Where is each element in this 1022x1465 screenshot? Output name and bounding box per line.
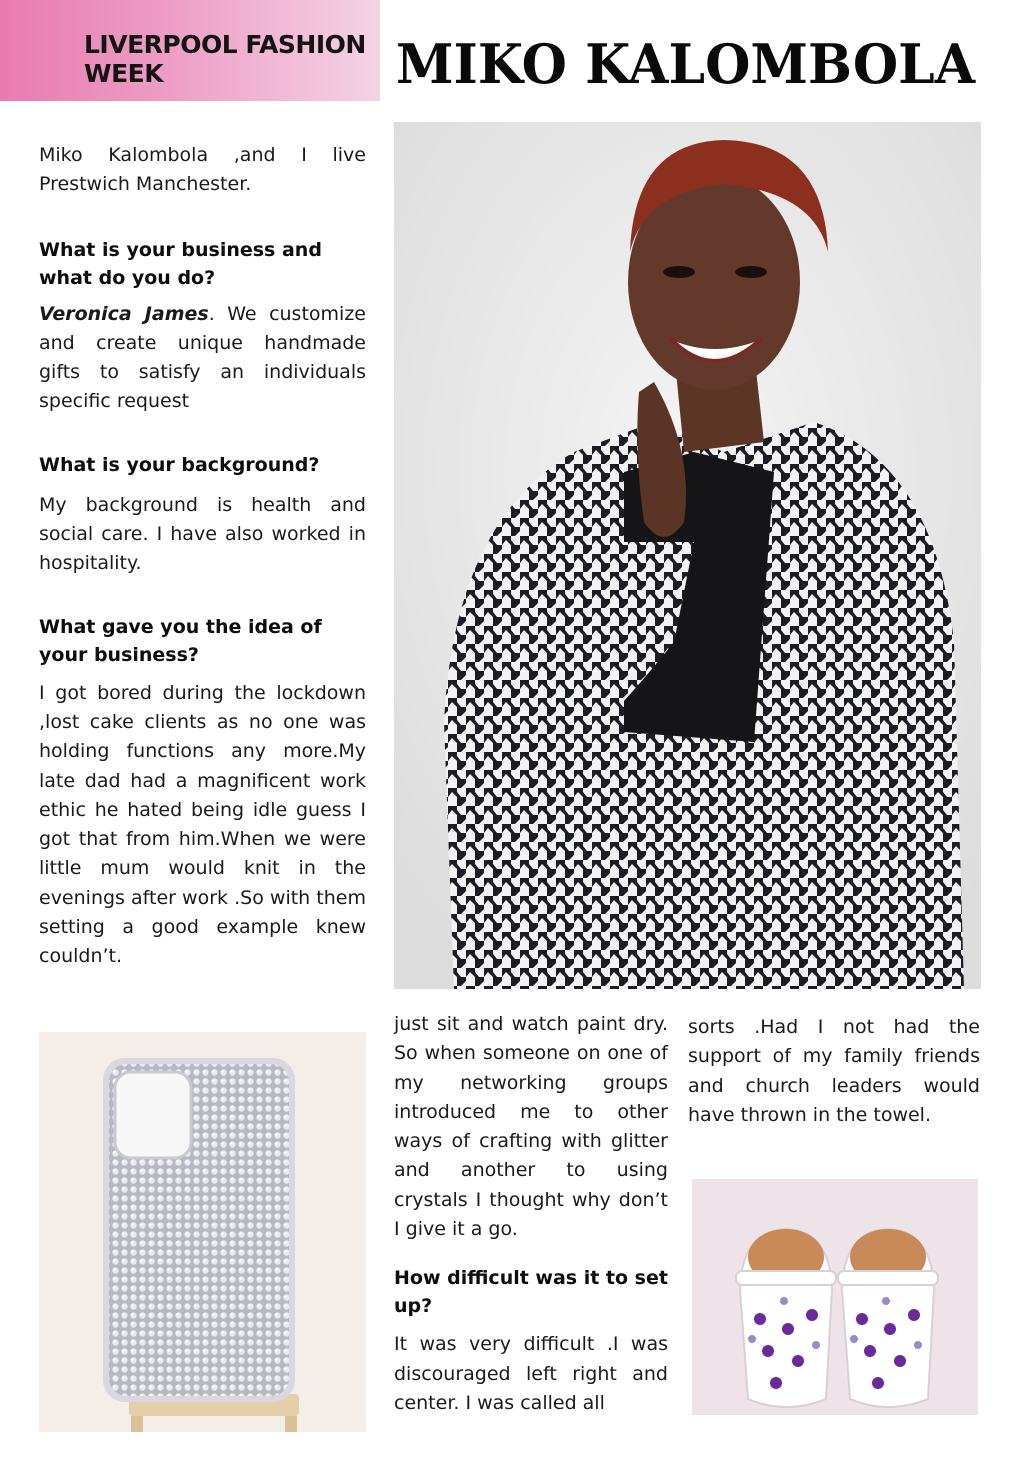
portrait-illustration [394, 122, 981, 989]
answer-business-text: . We customize and create unique handmade gifts to satisfy an individuals specific request [39, 302, 366, 413]
phone-case-illustration [39, 1032, 366, 1432]
left-column [39, 141, 366, 972]
banner-title: LIVERPOOL FASHION WEEK [84, 30, 366, 88]
right-column [688, 1013, 980, 1130]
middle-column [394, 1010, 668, 1418]
answer-setup-part2: sorts .Had I not had the support of my family friends and church leaders would have thrown in the towel. [688, 1016, 980, 1126]
question-background: What is your background? [39, 453, 320, 476]
answer-idea-part1: I got bored during the lockdown ,lost cake clients as no one was holding functions any more.My late dad had a magnificent work ethic he hated being idle guess I got that from him.When we were little mum would knit in the evenings after work .So with them setting a good example knew couldn’t. [39, 681, 366, 968]
crystal-phone-case-photo [39, 1032, 366, 1432]
question-idea: What gave you the idea of your business? [39, 615, 322, 666]
baby-shoes-illustration [692, 1179, 978, 1415]
page-title: MIKO KALOMBOLA [396, 32, 976, 97]
portrait-photo [394, 122, 981, 989]
header-banner [0, 0, 380, 101]
question-business: What is your business and what do you do? [39, 238, 322, 289]
answer-setup-part1: It was very difficult .I was discouraged left right and center. I was called all [394, 1333, 668, 1414]
answer-idea-part2: just sit and watch paint dry. So when someone on one of my networking groups introduced me to other ways of crafting with glitter and another to using crystals I thought why don’t I give it a go. [394, 1013, 668, 1241]
intro-paragraph: Miko Kalombola ,and I live Prestwich Manchester. [39, 144, 366, 196]
business-name: Veronica James [39, 302, 209, 325]
answer-business [39, 300, 366, 417]
answer-background: My background is health and social care. I have also worked in hospitality. [39, 493, 366, 575]
question-setup: How difficult was it to set up? [394, 1267, 668, 1318]
baby-shoes-photo [692, 1179, 978, 1415]
